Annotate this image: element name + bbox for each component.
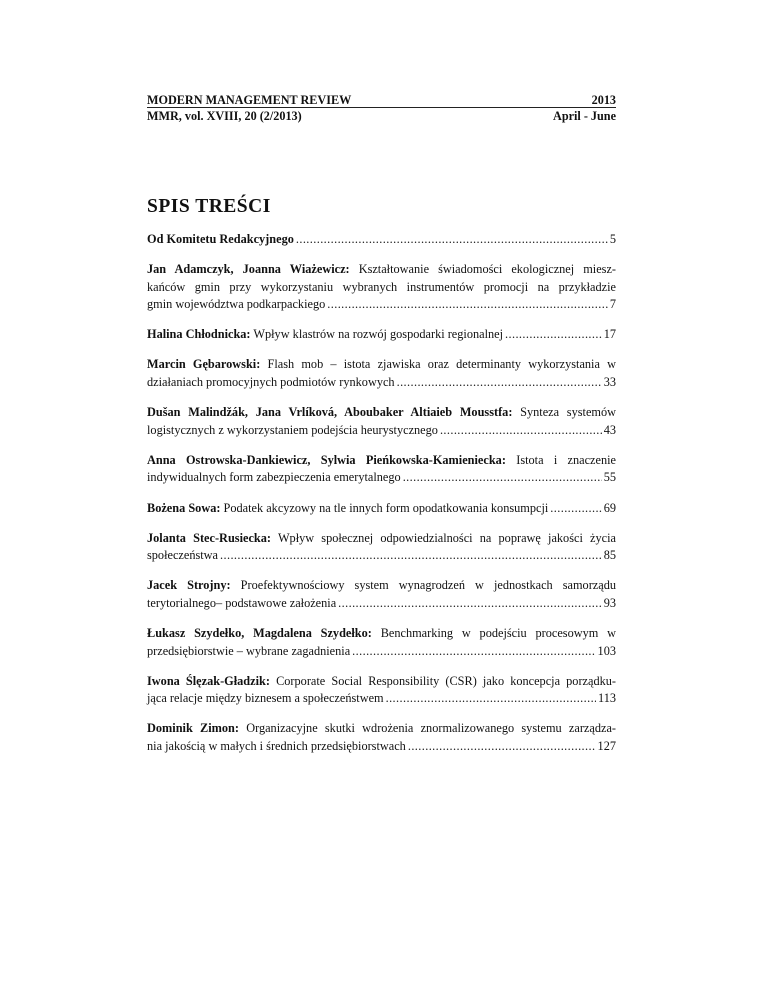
toc-entry-title-line: Organizacyjne skutki wdrożenia znormalizowanego systemu zarządza- (246, 721, 616, 736)
toc-entry-last-line (147, 231, 616, 249)
toc-entry-authors: Od Komitetu Redakcyjnego (147, 232, 294, 246)
toc-entry-page: 103 (597, 643, 616, 658)
table-of-contents (147, 231, 616, 768)
toc-entry-text (147, 326, 503, 344)
toc-entry-last-line (147, 469, 616, 487)
toc-entry-authors: Łukasz Szydełko, Magdalena Szydełko: (147, 626, 372, 640)
toc-leader-dots (386, 690, 596, 708)
toc-entry-body (147, 720, 616, 738)
toc-leader-dots (352, 643, 595, 661)
toc-entry[interactable] (147, 404, 616, 439)
toc-entry[interactable] (147, 673, 616, 708)
journal-period: April - June (553, 109, 616, 123)
toc-leader-dots (338, 595, 602, 613)
toc-entry-authors: Marcin Gębarowski: (147, 357, 261, 372)
toc-entry-page: 7 (609, 297, 616, 312)
toc-entry-page: 55 (603, 470, 616, 485)
toc-entry-authors: Dominik Zimon: (147, 721, 239, 736)
toc-leader-dots (220, 547, 602, 565)
toc-entry-body (147, 261, 616, 279)
toc-entry-body (147, 530, 616, 548)
toc-entry-last-line (147, 296, 616, 314)
toc-entry-title-line: Kształtowanie świadomości ekologicznej miesz- (358, 262, 617, 277)
toc-entry-last-line (147, 374, 616, 392)
toc-entry[interactable] (147, 530, 616, 565)
journal-name: MODERN MANAGEMENT REVIEW (147, 93, 352, 107)
toc-entry-title-end: logistycznych z wykorzystaniem podejścia heurystycznego (147, 422, 438, 437)
journal-volume: MMR, vol. XVIII, 20 (2/2013) (147, 109, 302, 123)
toc-leader-dots (408, 738, 596, 756)
toc-entry-title-end: społeczeństwa (147, 548, 219, 563)
toc-entry[interactable] (147, 231, 616, 249)
toc-entry-title-line: Wpływ społecznej odpowiedzialności na poprawę jakości życia (277, 530, 616, 545)
toc-entry[interactable] (147, 452, 616, 487)
toc-entry-authors: Jolanta Stec-Rusiecka: (147, 530, 271, 545)
toc-entry-text (147, 500, 548, 518)
toc-entry-title-end: działaniach promocyjnych podmiotów rynkowych (147, 375, 395, 390)
toc-entry-title-line: Flash mob – istota zjawiska oraz determinanty wykorzystania w (267, 357, 616, 372)
toc-entry-authors: Bożena Sowa: (147, 500, 221, 515)
toc-leader-dots (397, 374, 602, 392)
toc-leader-dots (296, 231, 608, 249)
toc-entry-page: 5 (609, 232, 616, 246)
toc-entry[interactable] (147, 356, 616, 391)
toc-entry-authors: Anna Ostrowska-Dankiewicz, Sylwia Pieńkowska-Kamieniecka: (147, 452, 506, 467)
toc-entry-title: Podatek akcyzowy na tle innych form opodatkowania konsumpcji (223, 500, 549, 515)
toc-entry-body (147, 673, 616, 691)
toc-entry-last-line (147, 643, 616, 661)
toc-leader-dots (440, 422, 602, 440)
toc-entry[interactable] (147, 577, 616, 612)
toc-entry-authors: Jan Adamczyk, Joanna Wiażewicz: (147, 262, 350, 277)
toc-entry-title-end: jąca relacje między biznesem a społeczeństwem (147, 691, 384, 706)
toc-entry-last-line (147, 500, 616, 518)
toc-entry-page: 85 (603, 548, 616, 563)
toc-entry-title-end: nia jakością w małych i średnich przedsiębiorstwach (147, 738, 406, 753)
toc-entry-page: 43 (603, 422, 616, 437)
toc-entry-title-line: Synteza systemów (520, 405, 616, 420)
toc-entry-page: 69 (603, 500, 616, 515)
toc-entry-title-line: kańców gmin przy wykorzystaniu wybranych instrumentów promocji na przykładzie (147, 279, 616, 294)
toc-entry-authors: Iwona Ślęzak-Gładzik: (147, 673, 270, 688)
toc-entry-title-line: Benchmarking w podejściu procesowym w (380, 626, 616, 640)
journal-header (147, 93, 616, 123)
toc-entry-title-line: Proefektywnościowy system wynagrodzeń w jednostkach samorządu (240, 578, 617, 593)
toc-entry-last-line (147, 547, 616, 565)
toc-entry-page: 127 (597, 738, 616, 753)
toc-entry-last-line (147, 422, 616, 440)
toc-entry-body (147, 356, 616, 374)
toc-entry-title-end: przedsiębiorstwie – wybrane zagadnienia (147, 643, 351, 658)
toc-entry[interactable] (147, 720, 616, 755)
toc-entry-title-line: Istota i znaczenie (516, 452, 616, 467)
toc-entry-title-line: Corporate Social Responsibility (CSR) jako koncepcja porządku- (276, 673, 617, 688)
toc-leader-dots (550, 500, 601, 518)
toc-entry-authors: Halina Chłodnicka: (147, 327, 251, 342)
toc-entry-page: 17 (603, 327, 616, 342)
toc-leader-dots (403, 469, 602, 487)
toc-entry[interactable] (147, 500, 616, 518)
toc-entry[interactable] (147, 326, 616, 344)
toc-entry-authors: Dušan Malindžák, Jana Vrlíková, Aboubaker Altiaieb Mousstfa: (147, 405, 513, 420)
journal-year: 2013 (591, 93, 616, 107)
toc-entry-body (147, 404, 616, 422)
toc-entry-title-end: gmin województwa podkarpackiego (147, 297, 326, 312)
toc-entry-last-line (147, 738, 616, 756)
toc-entry-title-end: terytorialnego– podstawowe założenia (147, 595, 337, 610)
toc-entry-page: 33 (603, 375, 616, 390)
toc-entry-body (147, 452, 616, 470)
toc-entry[interactable] (147, 261, 616, 314)
toc-entry-last-line (147, 690, 616, 708)
page-title: SPIS TREŚCI (147, 196, 271, 217)
toc-entry-authors: Jacek Strojny: (147, 578, 231, 593)
toc-entry-title-end: indywidualnych form zabezpieczenia emerytalnego (147, 470, 401, 485)
toc-entry-page: 113 (598, 691, 616, 706)
toc-entry-body (147, 625, 616, 643)
toc-entry-title: Wpływ klastrów na rozwój gospodarki regionalnej (253, 327, 504, 342)
toc-entry[interactable] (147, 625, 616, 660)
toc-leader-dots (505, 326, 602, 344)
toc-entry-body (147, 577, 616, 595)
toc-entry-last-line (147, 326, 616, 344)
toc-entry-last-line (147, 595, 616, 613)
toc-leader-dots (327, 296, 608, 314)
toc-entry-text (147, 231, 294, 249)
toc-entry-page: 93 (603, 595, 616, 610)
